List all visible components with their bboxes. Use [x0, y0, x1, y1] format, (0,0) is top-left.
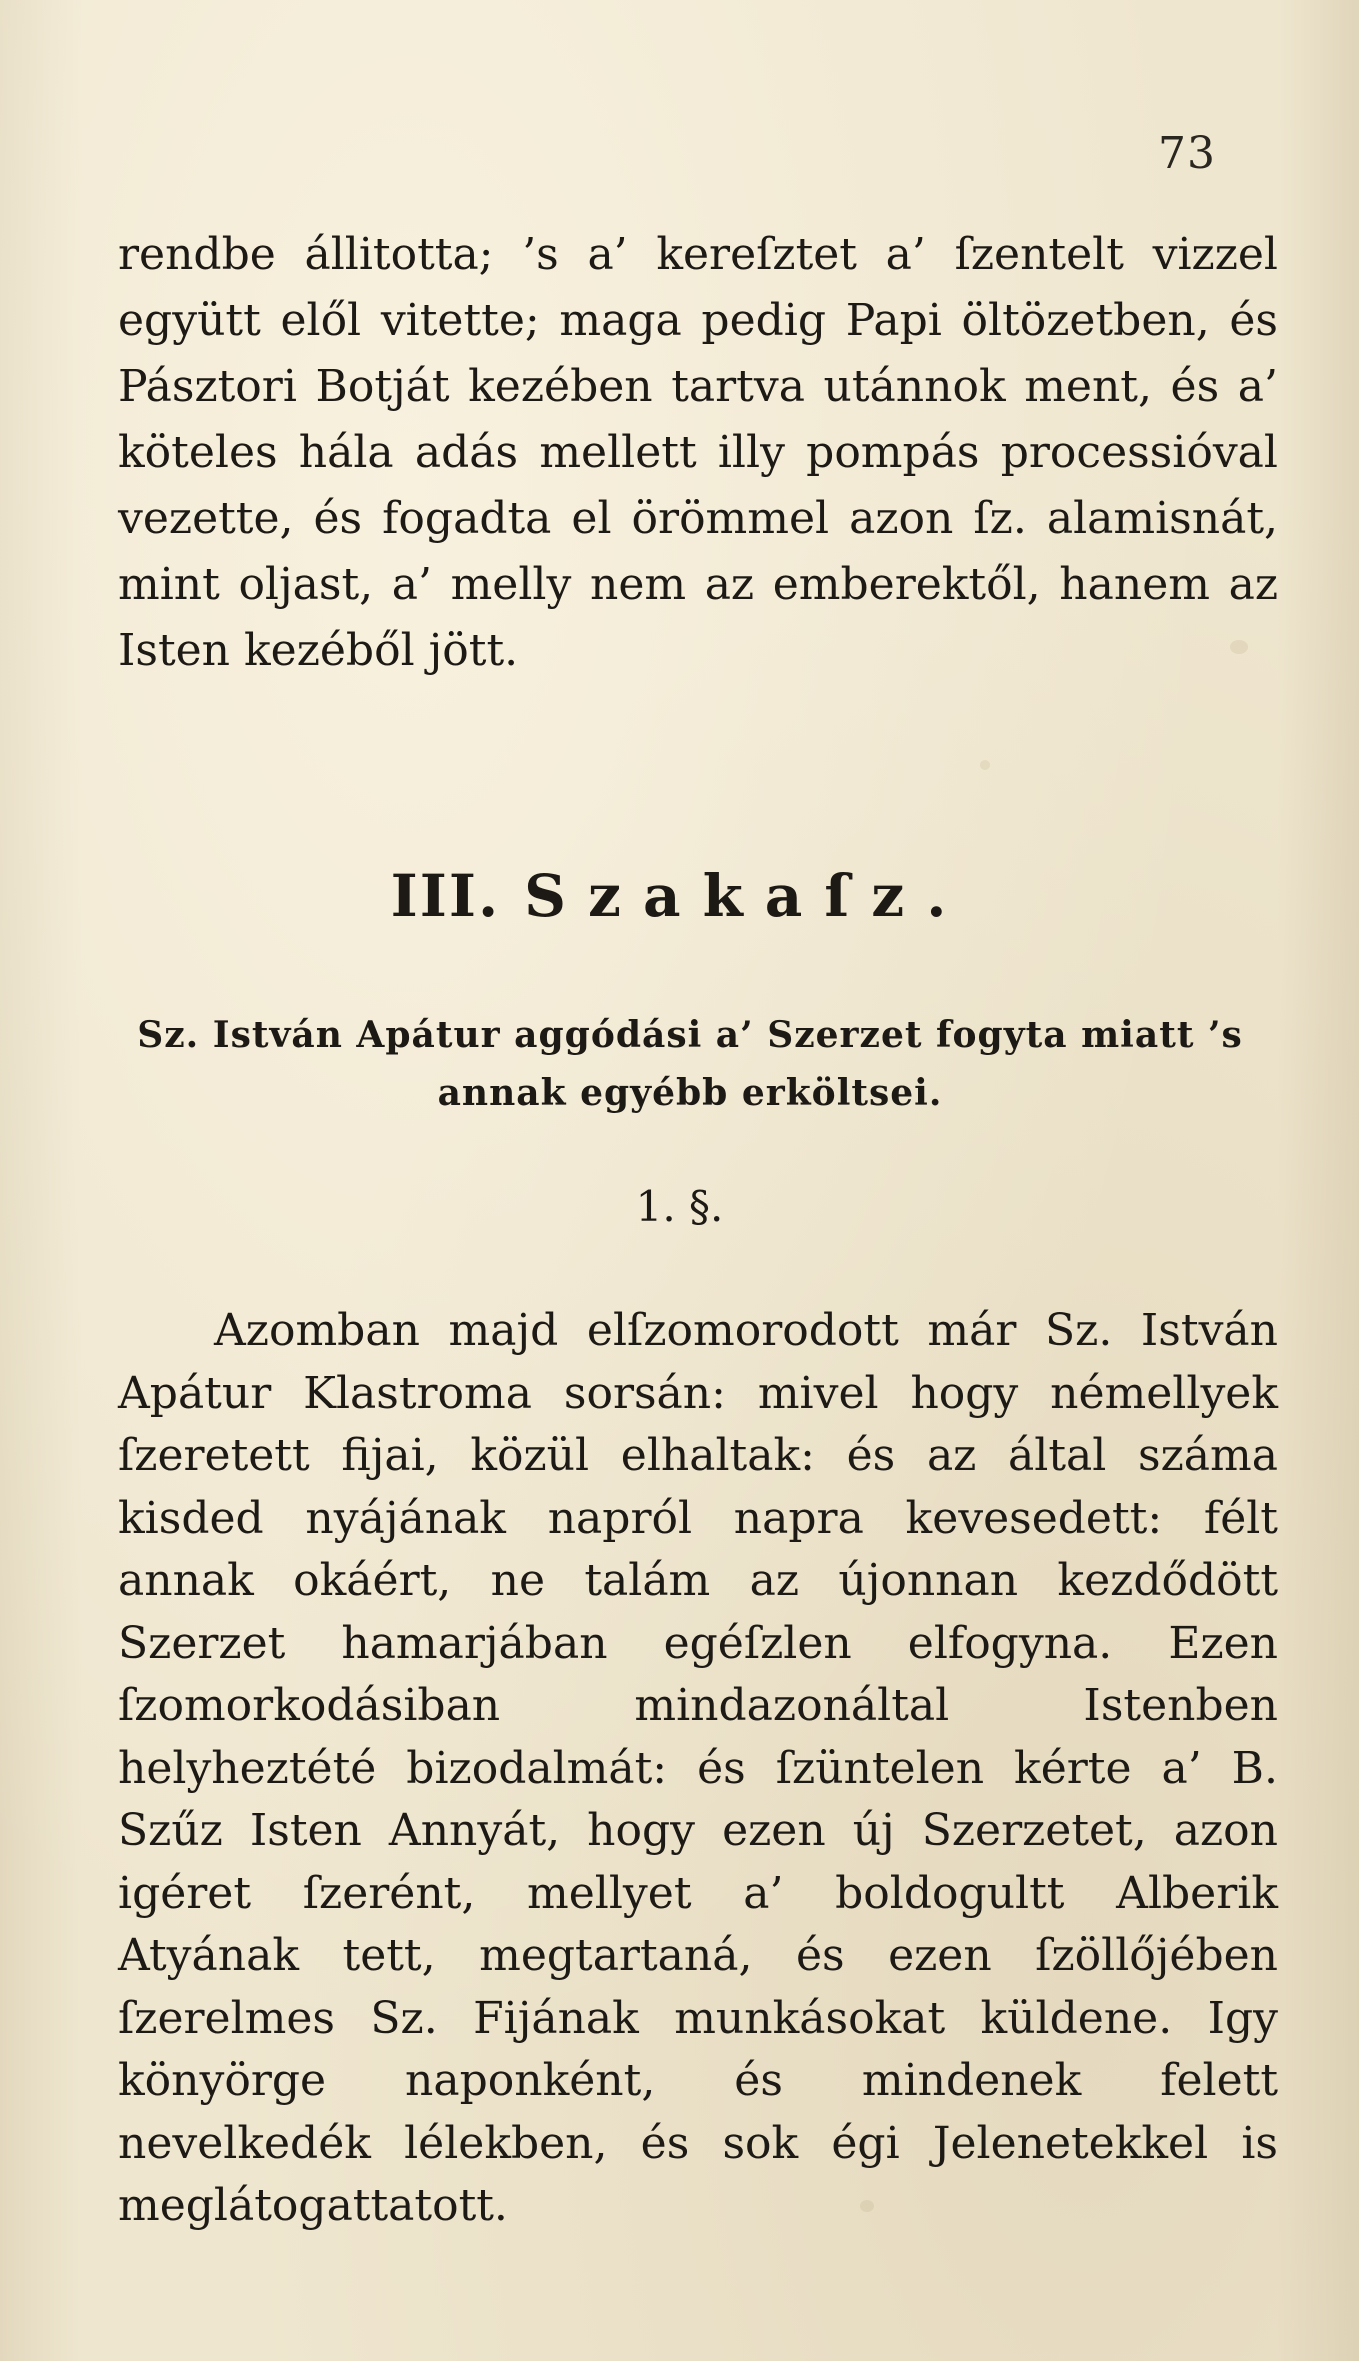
chapter-subtitle	[120, 1006, 1260, 1122]
page-number: 73	[1158, 128, 1216, 179]
chapter-subtitle-line-2: annak egyébb erköltsei.	[437, 1072, 943, 1114]
paragraph-top: rendbe állitotta; ’s a’ kereſztet a’ ſzentelt vizzel együtt elől vitette; maga pedig Papi öltözetben, és Pásztori Botját kezében tartva utánnok ment, és a’ köteles hála adás mellett illy pompás processióval vezette, és fogadta el örömmel azon ſz. alamisnát, mint oljast, a’ melly nem az emberektől, hanem az Isten kezéből jött.	[118, 229, 1278, 676]
section-mark: 1. §.	[635, 1182, 724, 1231]
paragraph-main	[118, 1300, 1278, 2238]
chapter-number: III.	[390, 862, 501, 930]
chapter-heading	[0, 862, 1359, 930]
chapter-subtitle-line-1: Sz. István Apátur aggódási a’ Szerzet fogyta miatt ’s	[137, 1014, 1243, 1056]
chapter-word: Szakaſz.	[524, 862, 969, 930]
paper-stain	[980, 760, 990, 770]
paragraph-main-text: Azomban majd elſzomorodott már Sz. István Apátur Klastroma sorsán: mivel hogy némellyek ſzeretett fijai, közül elhaltak: és az által száma kisded nyájának napról napra kevesedett: félt annak okáért, ne talám az újonnan kezdődött Szerzet hamarjában egéſzlen elfogyna. Ezen ſzomorkodásiban mindazonáltal Istenben helyheztété bizodalmát: és ſzüntelen kérte a’ B. Szűz Isten Annyát, hogy ezen új Szerzetet, azon igéret ſzerént, mellyet a’ boldogultt Alberik Atyának tett, megtartaná, és ezen ſzöllőjében ſzerelmes Sz. Fijának munkásokat küldene. Igy könyörge naponként, és mindenek felett nevelkedék lélekben, és sok égi Jelenetekkel is meglátogattatott.	[118, 1305, 1278, 2231]
